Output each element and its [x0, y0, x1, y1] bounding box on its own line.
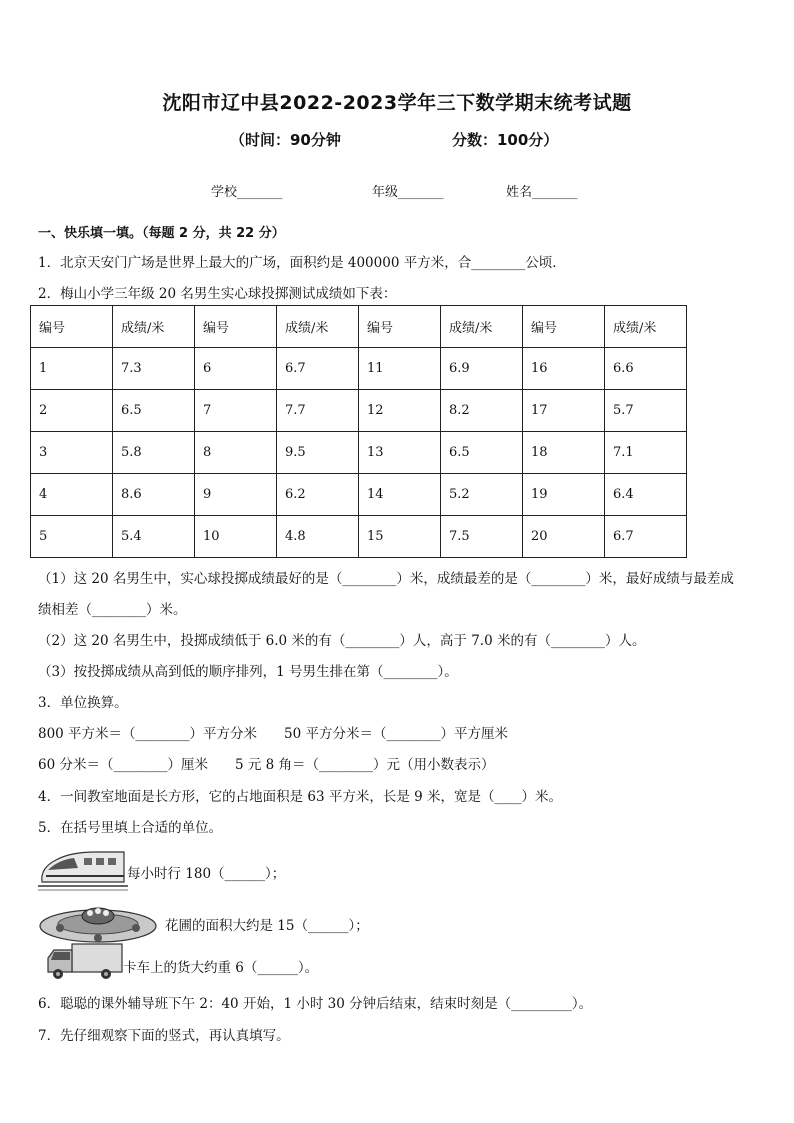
section-heading: 一、快乐填一填。（每题 2 分，共 22 分）	[38, 226, 285, 241]
table-cell: 5.4	[113, 516, 195, 558]
question-5-intro: 5．在括号里填上合适的单位。	[38, 820, 223, 836]
table-cell: 7.3	[113, 348, 195, 390]
table-cell: 8	[195, 432, 277, 474]
table-cell: 5.2	[441, 474, 523, 516]
table-cell: 15	[359, 516, 441, 558]
question-2-part-3: （3）按投掷成绩从高到低的顺序排列，1 号男生排在第（________）。	[38, 664, 458, 680]
question-3-line-2: 60 分米＝（________）厘米 5 元 8 角＝（________）元（用小数表示）	[38, 757, 495, 773]
table-cell: 6.7	[277, 348, 359, 390]
question-4: 4．一间教室地面是长方形，它的占地面积是 63 平方米，长是 9 米，宽是（____）米。	[38, 789, 563, 805]
table-cell: 6.7	[605, 516, 687, 558]
question-3-line-1: 800 平方米＝（________）平方分米 50 平方分米＝（________）平方厘米	[38, 726, 509, 742]
truck-icon	[44, 942, 124, 982]
table-cell: 4.8	[277, 516, 359, 558]
question-3-intro: 3．单位换算。	[38, 695, 128, 711]
score-table	[30, 305, 687, 558]
table-cell: 17	[523, 390, 605, 432]
question-2-part-1: （1）这 20 名男生中，实心球投掷成绩最好的是（________）米，成绩最差的是（________）米，最好成绩与最差成	[38, 571, 734, 587]
table-cell: 5.7	[605, 390, 687, 432]
table-cell: 6.5	[441, 432, 523, 474]
table-row	[31, 516, 687, 558]
table-cell: 11	[359, 348, 441, 390]
table-header-cell: 成绩/米	[277, 306, 359, 348]
table-cell: 13	[359, 432, 441, 474]
table-cell: 6.4	[605, 474, 687, 516]
table-cell: 2	[31, 390, 113, 432]
school-field[interactable]: 学校_______	[211, 185, 283, 200]
table-cell: 6.6	[605, 348, 687, 390]
page-title: 沈阳市辽中县2022-2023学年三下数学期末统考试题	[162, 92, 632, 114]
question-2-part-2: （2）这 20 名男生中，投掷成绩低于 6.0 米的有（________）人，高于 7.0 米的有（________）人。	[38, 633, 646, 649]
table-row	[31, 390, 687, 432]
table-header-row	[31, 306, 687, 348]
table-cell: 6.2	[277, 474, 359, 516]
table-cell: 7.7	[277, 390, 359, 432]
table-cell: 6.9	[441, 348, 523, 390]
question-1: 1．北京天安门广场是世界上最大的广场，面积约是 400000 平方米，合________公顷．	[38, 255, 566, 271]
table-cell: 16	[523, 348, 605, 390]
question-6: 6．聪聪的课外辅导班下午 2：40 开始，1 小时 30 分钟后结束，结束时刻是（_________）。	[38, 996, 593, 1012]
table-cell: 6	[195, 348, 277, 390]
table-header-cell: 编号	[359, 306, 441, 348]
exam-score: 分数：100分）	[452, 131, 559, 149]
table-cell: 7	[195, 390, 277, 432]
table-cell: 1	[31, 348, 113, 390]
table-header-cell: 成绩/米	[605, 306, 687, 348]
question-5-train: 每小时行 180（______）；	[127, 866, 286, 882]
table-header-cell: 编号	[195, 306, 277, 348]
flower-bed-icon	[38, 900, 158, 944]
table-row	[31, 432, 687, 474]
table-cell: 4	[31, 474, 113, 516]
table-cell: 18	[523, 432, 605, 474]
question-2-part-1-cont: 绩相差（________）米。	[38, 602, 187, 618]
table-cell: 9.5	[277, 432, 359, 474]
table-cell: 9	[195, 474, 277, 516]
table-cell: 19	[523, 474, 605, 516]
question-5-truck: 卡车上的货大约重 6（______）。	[123, 960, 319, 976]
table-cell: 8.2	[441, 390, 523, 432]
table-cell: 5.8	[113, 432, 195, 474]
table-cell: 6.5	[113, 390, 195, 432]
table-cell: 7.1	[605, 432, 687, 474]
question-7: 7．先仔细观察下面的竖式，再认真填写。	[38, 1028, 290, 1044]
name-field[interactable]: 姓名_______	[506, 185, 578, 200]
table-cell: 12	[359, 390, 441, 432]
table-cell: 14	[359, 474, 441, 516]
grade-field[interactable]: 年级_______	[372, 185, 444, 200]
table-cell: 7.5	[441, 516, 523, 558]
table-cell: 5	[31, 516, 113, 558]
table-header-cell: 成绩/米	[441, 306, 523, 348]
table-cell: 20	[523, 516, 605, 558]
question-5-garden: 花圃的面积大约是 15（______）；	[165, 918, 369, 934]
table-row	[31, 348, 687, 390]
table-header-cell: 编号	[523, 306, 605, 348]
table-cell: 10	[195, 516, 277, 558]
table-cell: 8.6	[113, 474, 195, 516]
table-header-cell: 成绩/米	[113, 306, 195, 348]
question-2-intro: 2．梅山小学三年级 20 名男生实心球投掷测试成绩如下表：	[38, 286, 397, 302]
table-row	[31, 474, 687, 516]
train-icon	[38, 846, 128, 892]
exam-time: （时间：90分钟	[230, 131, 341, 149]
table-cell: 3	[31, 432, 113, 474]
table-header-cell: 编号	[31, 306, 113, 348]
